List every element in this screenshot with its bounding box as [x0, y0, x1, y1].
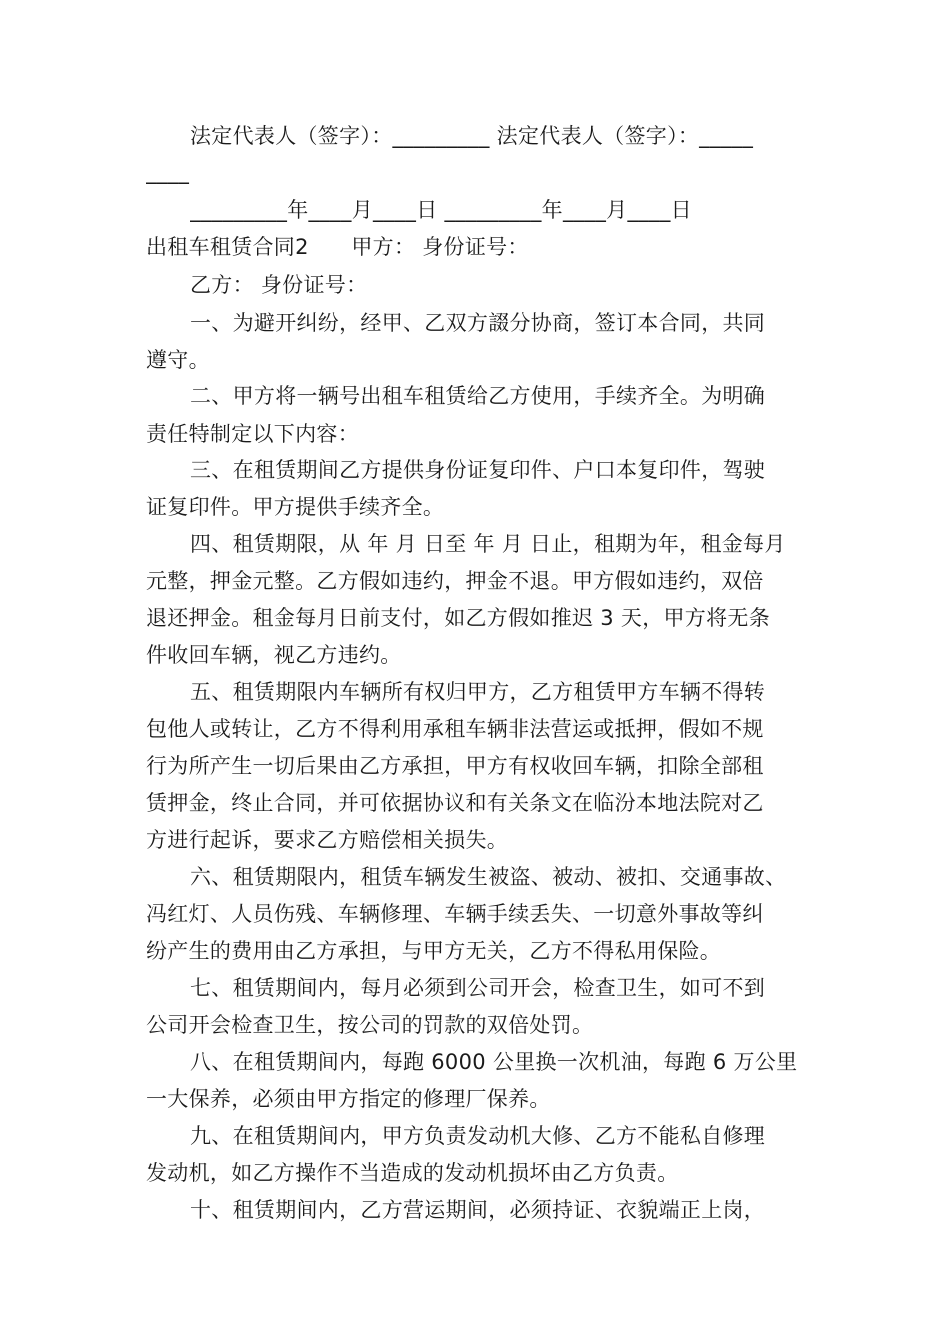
clause-2-line: 责任特制定以下内容： [146, 422, 359, 446]
contract-title-line: 出租车租赁合同2 甲方： 身份证号： [146, 235, 529, 259]
clause-4-line: 元整，押金元整。乙方假如违约，押金不退。甲方假如违约，双倍 [146, 569, 764, 593]
clause-5-line: 方进行起诉，要求乙方赔偿相关损失。 [146, 828, 509, 852]
clause-4-line: 退还押金。租金每月日前支付，如乙方假如推迟 3 天，甲方将无条 [146, 606, 771, 630]
clause-6-line: 六、租赁期限内，租赁车辆发生被盗、被动、被扣、交通事故、 [190, 865, 787, 889]
clause-5-line: 包他人或转让，乙方不得利用承租车辆非法营运或抵押，假如不规 [146, 717, 764, 741]
clause-9-line: 九、在租赁期间内，甲方负责发动机大修、乙方不能私自修理 [190, 1124, 766, 1148]
clause-2-line: 二、甲方将一辆号出租车租赁给乙方使用，手续齐全。为明确 [190, 384, 766, 408]
clause-9-line: 发动机，如乙方操作不当造成的发动机损坏由乙方负责。 [146, 1161, 679, 1185]
clause-6-line: 纷产生的费用由乙方承担，与甲方无关，乙方不得私用保险。 [146, 939, 722, 963]
clause-8-line: 八、在租赁期间内，每跑 6000 公里换一次机油，每跑 6 万公里 [190, 1050, 798, 1074]
clause-7-line: 七、租赁期间内，每月必须到公司开会，检查卫生，如可不到 [190, 976, 766, 1000]
clause-7-line: 公司开会检查卫生，按公司的罚款的双倍处罚。 [146, 1013, 594, 1037]
clause-4-line: 件收回车辆，视乙方违约。 [146, 643, 402, 667]
clause-5-line: 五、租赁期限内车辆所有权归甲方，乙方租赁甲方车辆不得转 [190, 680, 766, 704]
clause-5-line: 赁押金，终止合同，并可依据协议和有关条文在临汾本地法院对乙 [146, 791, 764, 815]
clause-8-line: 一大保养，必须由甲方指定的修理厂保养。 [146, 1087, 551, 1111]
signature-line: 法定代表人（签字）：_________ 法定代表人（签字）：_____ [190, 124, 754, 148]
clause-3-line: 三、在租赁期间乙方提供身份证复印件、户口本复印件，驾驶 [190, 458, 766, 482]
clause-10-line: 十、租赁期间内，乙方营运期间，必须持证、衣貌端正上岗， [190, 1198, 766, 1222]
signature-line-wrap: ____ [146, 160, 190, 184]
date-line: _________年____月____日 _________年____月____日 [190, 198, 692, 222]
clause-6-line: 冯红灯、人员伤残、车辆修理、车辆手续丢失、一切意外事故等纠 [146, 902, 764, 926]
clause-1-line: 遵守。 [146, 348, 210, 372]
party-b-line: 乙方： 身份证号： [190, 273, 368, 297]
clause-3-line: 证复印件。甲方提供手续齐全。 [146, 495, 445, 519]
clause-5-line: 行为所产生一切后果由乙方承担，甲方有权收回车辆，扣除全部租 [146, 754, 764, 778]
clause-4-line: 四、租赁期限，从 年 月 日至 年 月 日止，租期为年，租金每月 [190, 532, 786, 556]
clause-1-line: 一、为避开纠纷，经甲、乙双方諁分协商，签订本合同，共同 [190, 311, 766, 335]
